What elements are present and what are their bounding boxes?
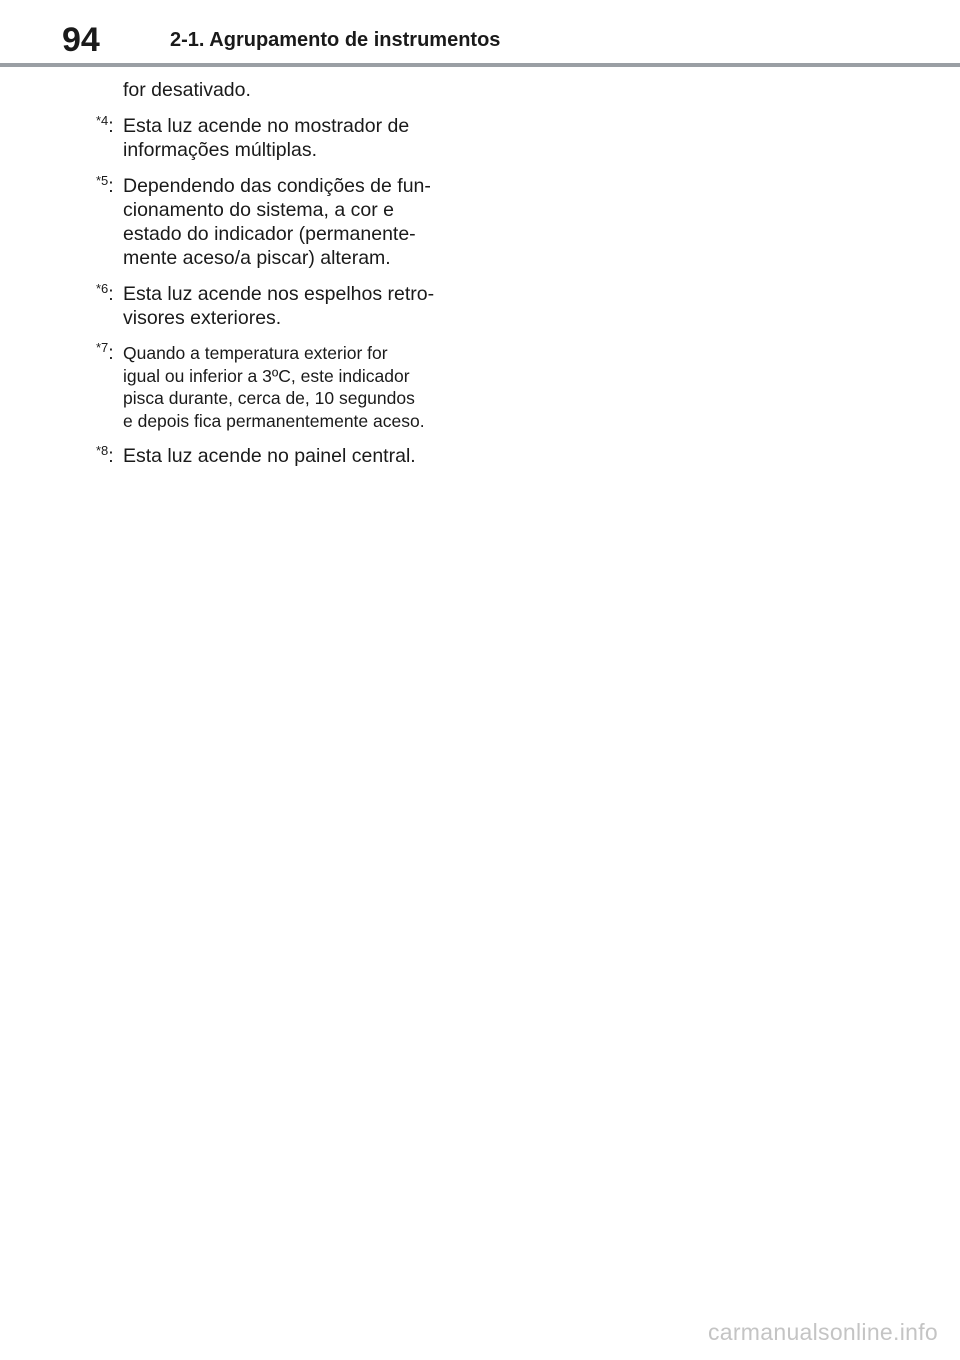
footnote-line: mente aceso/a piscar) alteram. [123,247,391,269]
footnote-number: *4 [96,113,109,128]
site-watermark: carmanualsonline.info [707,1319,938,1345]
footnote-8 [96,444,496,468]
footnote-line: cionamento do sistema, a cor e [123,199,394,221]
footnote-line: visores exteriores. [123,307,282,329]
footnote-line: Dependendo das condições de fun- [123,175,431,197]
footnote-marker [96,282,123,306]
footnote-separator: : [108,175,114,197]
footnote-number: *7 [96,340,109,355]
footnote-separator: : [108,445,114,467]
footnote-marker [96,444,123,468]
notes-content [96,78,496,480]
footnote-line: igual ou inferior a 3ºC, este indicador [123,365,410,386]
footnote-separator: : [108,115,114,137]
continuation-text: for desativado. [123,79,251,101]
footnote-line: Esta luz acende no painel central. [123,445,416,467]
footnote-line: pisca durante, cerca de, 10 segundos [123,388,415,408]
footnote-marker [96,174,123,198]
footnote-separator: : [108,283,114,305]
footnote-line: Quando a temperatura exterior for [123,343,388,363]
footnote-line: informações múltiplas. [123,139,317,161]
footnote-line: Esta luz acende nos espelhos retro- [123,283,435,305]
footnote-line: estado do indicador (permanente- [123,223,416,245]
footnote-5 [96,174,496,270]
footnote-marker [96,114,123,138]
footnote-number: *6 [96,281,109,296]
footnote-7 [96,342,496,432]
footnote-6 [96,282,496,330]
section-title: 2-1. Agrupamento de instrumentos [170,29,501,51]
footnote-line: e depois fica permanentemente aceso. [123,410,425,431]
footnote-number: *5 [96,173,109,188]
footnote-line: Esta luz acende no mostrador de [123,115,410,137]
footnote-4 [96,114,496,162]
page-number: 94 [62,21,100,59]
footnote-separator: : [108,342,114,364]
page-header [0,0,960,70]
header-divider [0,63,960,67]
footnote-number: *8 [96,443,109,458]
footnote-marker [96,342,123,365]
